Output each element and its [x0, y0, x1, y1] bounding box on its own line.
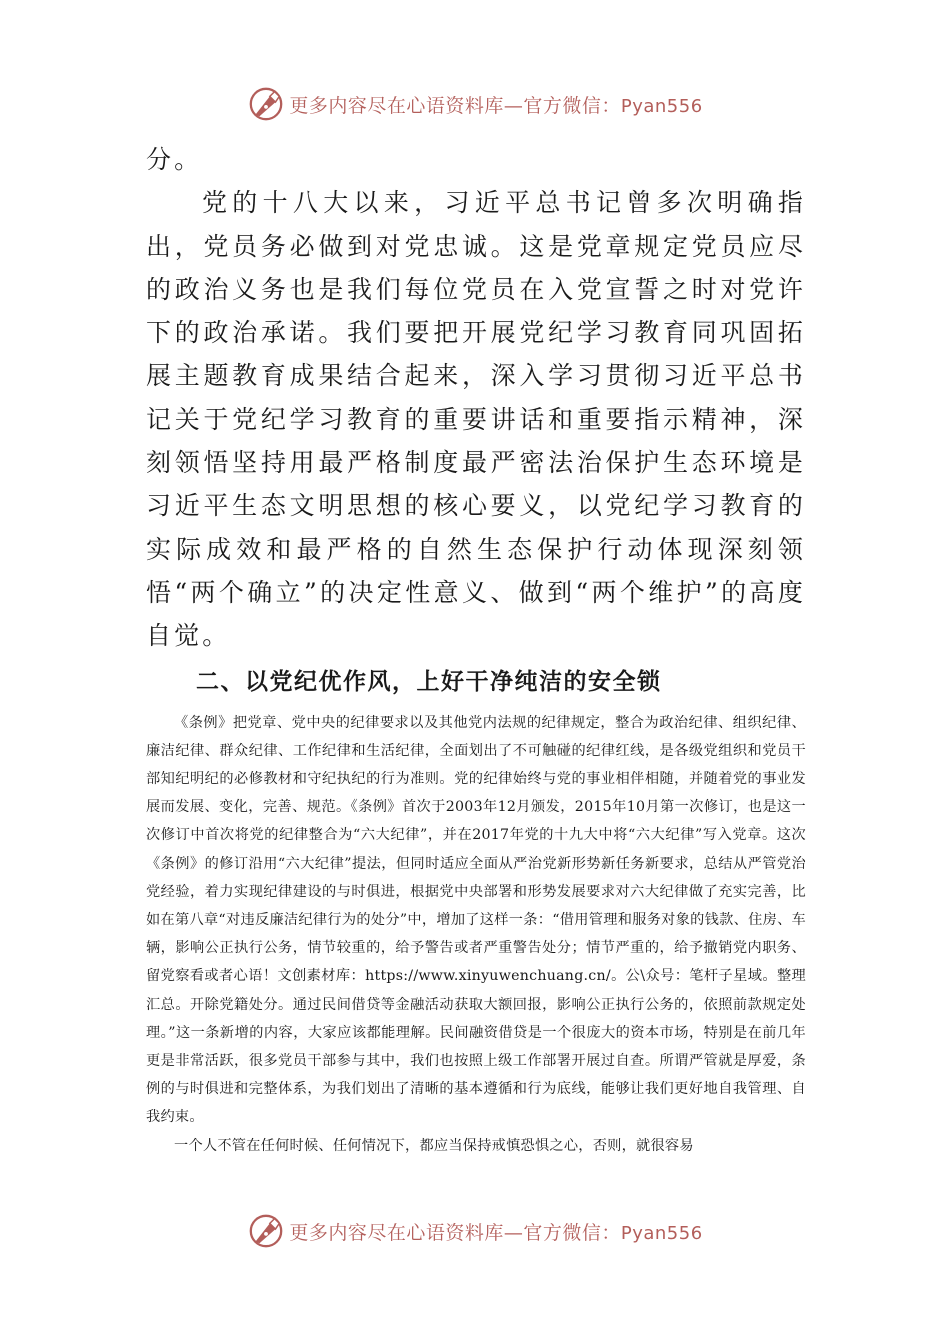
header-watermark-text: 更多内容尽在心语资料库—官方微信：Pyan556: [289, 94, 703, 117]
document-body: [146, 138, 806, 1160]
paragraph-regulations: 《条例》把党章、党中央的纪律要求以及其他党内法规的纪律规定，整合为政治纪律、组织纪律、廉洁纪律、群众纪律、工作纪律和生活纪律，全面划出了不可触碰的纪律红线，是各级党组织和党员干部知纪明纪的必修教材和守纪执纪的行为准则。党的纪律始终与党的事业相伴相随，并随着党的事业发展而发展、变化，完善、规范。《条例》首次于2003年12月颁发，2015年10月第一次修订，也是这一次修订中首次将党的纪律整合为“六大纪律”，并在2017年党的十九大中将“六大纪律”写入党章。这次《条例》的修订沿用“六大纪律”提法，但同时适应全面从严治党新形势新任务新要求，总结从严管党治党经验，着力实现纪律建设的与时俱进，根据党中央部署和形势发展要求对六大纪律做了充实完善，比如在第八章“对违反廉洁纪律行为的处分”中，增加了这样一条：“借用管理和服务对象的钱款、住房、车辆，影响公正执行公务，情节较重的，给予警告或者严重警告处分；情节严重的，给予撤销党内职务、留党察看或者心语！文创素材库：https://www.xinyuwenchuang.cn/。公\众号：笔杆子星域。整理汇总。开除党籍处分。通过民间借贷等金融活动获取大额回报，影响公正执行公务的，依照前款规定处理。”这一条新增的内容，大家应该都能理解。民间融资借贷是一个很庞大的资本市场，特别是在前几年更是非常活跃，很多党员干部参与其中，我们也按照上级工作部署开展过自查。所谓严管就是厚爱，条例的与时俱进和完整体系，为我们划出了清晰的基本遵循和行为底线，能够让我们更好地自我管理、自我约束。: [146, 714, 806, 1126]
paragraph-party-loyalty: 党的十八大以来，习近平总书记曾多次明确指出，党员务必做到对党忠诚。这是党章规定党员应尽的政治义务也是我们每位党员在入党宣誓之时对党许下的政治承诺。我们要把开展党纪学习教育同巩固拓展主题教育成果结合起来，深入学习贯彻习近平总书记关于党纪学习教育的重要讲话和重要指示精神，深刻领悟坚持用最严格制度最严密法治保护生态环境是习近平生态文明思想的核心要义，以党纪学习教育的实际成效和最严格的自然生态保护行动体现深刻领悟“两个确立”的决定性意义、做到“两个维护”的高度自觉。: [146, 188, 806, 651]
continuation-text: 分。: [146, 145, 203, 174]
header-watermark: [0, 84, 950, 124]
paragraph-vigilance: 一个人不管在任何时候、任何情况下，都应当保持戒慎恐惧之心，否则，就很容易: [174, 1137, 694, 1154]
footer-watermark-text: 更多内容尽在心语资料库—官方微信：Pyan556: [289, 1221, 703, 1244]
pen-nib-logo-icon: [247, 1212, 285, 1250]
footer-watermark: [0, 1211, 950, 1251]
section-heading-2: 二、以党纪优作风，上好干净纯洁的安全锁: [196, 667, 662, 695]
pen-nib-logo-icon: [247, 85, 285, 123]
